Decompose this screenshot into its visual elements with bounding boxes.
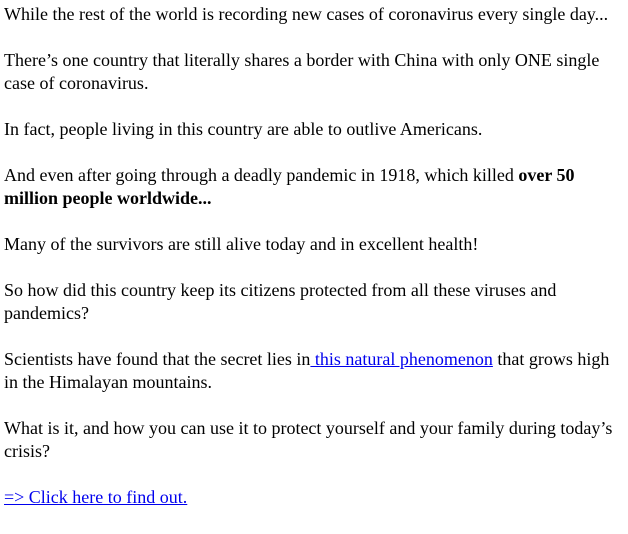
paragraph-6 bbox=[4, 279, 624, 325]
click-here-to-find-out-link[interactable]: => Click here to find out. bbox=[4, 487, 188, 507]
paragraph-9 bbox=[4, 486, 624, 509]
paragraph-8 bbox=[4, 417, 624, 463]
paragraph-7 bbox=[4, 348, 624, 394]
paragraph-3-text: In fact, people living in this country are able to outlive Americans. bbox=[4, 119, 483, 139]
paragraph-5-text: Many of the survivors are still alive today and in excellent health! bbox=[4, 234, 479, 254]
paragraph-4-bold-text: over 50 million people worldwide... bbox=[4, 165, 575, 208]
paragraph-4 bbox=[4, 164, 624, 210]
natural-phenomenon-link[interactable]: this natural phenomenon bbox=[310, 349, 493, 369]
paragraph-5 bbox=[4, 233, 624, 256]
paragraph-7-text-after-link: that grows high in the Himalayan mountains. bbox=[4, 349, 610, 392]
paragraph-3 bbox=[4, 118, 624, 141]
paragraph-4-text: And even after going through a deadly pandemic in 1918, which killed bbox=[4, 165, 519, 185]
paragraph-7-text: Scientists have found that the secret lies in bbox=[4, 349, 311, 369]
paragraph-1 bbox=[4, 3, 624, 26]
paragraph-2 bbox=[4, 49, 624, 95]
paragraph-2-text: There’s one country that literally shares a border with China with only ONE single case of coronavirus. bbox=[4, 50, 600, 93]
paragraph-6-text: So how did this country keep its citizens protected from all these viruses and pandemics? bbox=[4, 280, 557, 323]
paragraph-8-text: What is it, and how you can use it to protect yourself and your family during today’s crisis? bbox=[4, 418, 613, 461]
paragraph-1-text: While the rest of the world is recording new cases of coronavirus every single day... bbox=[4, 4, 609, 24]
